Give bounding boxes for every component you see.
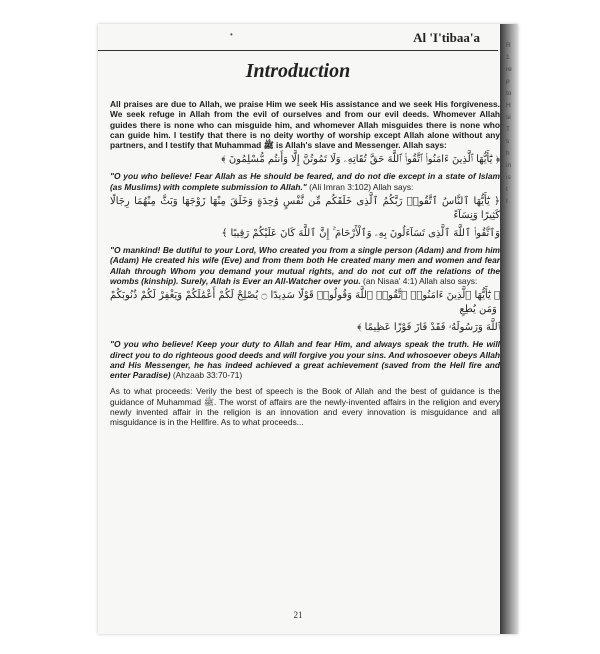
next-page-fragment: to	[506, 90, 512, 97]
arabic-verse-2a: ﴿ يَٰٓأَيُّهَا ٱلنَّاسُ ٱتَّقُوا۟ رَبَّكُمُ ٱلَّذِى خَلَقَكُم مِّن نَّفْسٍ وَٰحِدَةٍ وَخَلَقَ مِنْهَا زَوْجَهَا وَبَثَّ مِنْهُمَا رِجَالًا كَثِيرًا وَنِسَآءً	[110, 196, 500, 222]
next-page-fragment: in	[506, 162, 512, 169]
page-number: 21	[293, 610, 303, 620]
translation-1-ref: (Ali Imran 3:102) Allah says:	[309, 181, 414, 192]
arabic-verse-1: ﴿ يَٰٓأَيُّهَا ٱلَّذِينَ ءَامَنُوا۟ ٱتَّقُوا۟ ٱللَّهَ حَقَّ تُقَاتِهِۦ وَلَا تَمُوتُنَّ إِلَّا وَأَنتُم مُّسْلِمُونَ ﴾	[221, 154, 500, 166]
next-page-fragment: I	[506, 198, 508, 205]
translation-2	[110, 245, 500, 286]
running-header	[98, 28, 498, 51]
next-page-edge	[506, 40, 518, 600]
translation-2-text: "O mankind! Be dutiful to your Lord, Who created you from a single person (Adam) and from him (Adam) He created his wife (Eve) and from them both He created many men and women and fear Allah through Whom you demand your mutual rights, and do not cut off the relations of the wombs (kinship). Surely, Allah is Ever an All-Watcher over you.	[110, 245, 500, 286]
next-page-fragment: H	[506, 102, 511, 109]
page-content	[110, 99, 500, 428]
arabic-verse-2b: وَٱتَّقُوا۟ ٱللَّهَ ٱلَّذِى تَسَآءَلُونَ بِهِۦ وَٱلْأَرْحَامَ ۚ إِنَّ ٱللَّهَ كَانَ عَلَيْكُمْ رَقِيبًا ﴾	[221, 228, 500, 240]
next-page-fragment: p	[506, 78, 510, 85]
next-page-fragment: R	[506, 42, 511, 49]
arabic-verse-3a: ﴿ يَٰٓأَيُّهَا ٱلَّذِينَ ءَامَنُوا۟ ٱتَّقُوا۟ ٱللَّهَ وَقُولُوا۟ قَوْلًا سَدِيدًا ۝ يُصْلِحْ لَكُمْ أَعْمَٰلَكُمْ وَيَغْفِرْ لَكُمْ ذُنُوبَكُمْ ۗ وَمَن يُطِعِ	[110, 290, 500, 316]
next-page-fragment: is	[506, 174, 511, 181]
header-title: Al 'I'tibaa'a	[413, 30, 480, 45]
next-page-fragment: t	[506, 186, 508, 193]
closing-paragraph: As to what proceeds: Verily the best of speech is the Book of Allah and the best of guidance is the guidance of Muhammad ﷺ. The worst of affairs are the newly-invented affairs in the religion and every newly invented affair in the religion is an innovation and every innovation is misguidance and all misguidance is in the Hellfire. As to what proceeds...	[110, 386, 500, 428]
translation-1-text: "O you who believe! Fear Allah as He should be feared, and do not die except in a state of Islam (as Muslims) with complete submission to Allah."	[110, 171, 500, 192]
next-page-fragment: 1	[506, 54, 510, 61]
arabic-verse-3b: ٱللَّهَ وَرَسُولَهُۥ فَقَدْ فَازَ فَوْزًا عَظِيمًا ﴾	[357, 322, 500, 334]
next-page-fragment: h	[506, 150, 510, 157]
next-page-fragment: s	[506, 138, 510, 145]
book-page	[98, 24, 518, 634]
header-dot: •	[230, 30, 233, 39]
opening-paragraph: All praises are due to Allah, we praise Him we seek His assistance and we seek His forgiveness. We seek refuge in Allah from the evil of ourselves and from our evil deeds. Whomever Allah guides there is none who can misguide him, and whomever Allah misguides there is none who can guide him. I testify that there is no deity worthy of worship except Allah alone without any partners, and I testify that Muhammad ﷺ is Allah's slave and Messenger. Allah says:	[110, 99, 500, 151]
next-page-fragment: T	[506, 126, 510, 133]
translation-3	[110, 339, 500, 380]
page-title: Introduction	[245, 60, 351, 82]
translation-1	[110, 171, 500, 192]
translation-3-text: "O you who believe! Keep your duty to Allah and fear Him, and always speak the truth. He will direct you to do righteous good deeds and will forgive you your sins. And whosoever obeys Allah and His Messenger, he has indeed achieved a great achievement (saved from the Hell fire and enter Paradise)	[110, 339, 500, 381]
translation-2-ref: (an Nisaa' 4:1) Allah also says:	[363, 275, 478, 286]
next-page-fragment: re	[506, 66, 512, 73]
translation-3-ref: (Ahzaab 33:70-71)	[172, 370, 243, 381]
next-page-fragment: si	[506, 114, 511, 121]
